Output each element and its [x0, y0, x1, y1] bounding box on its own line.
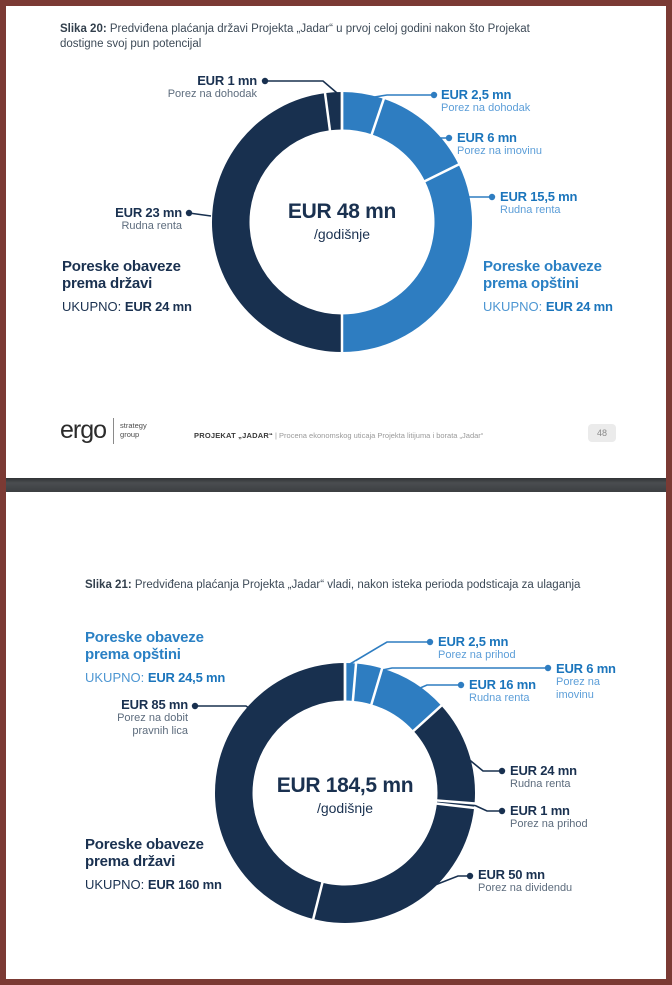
footer-document-title: PROJEKAT „JADAR“ | Procena ekonomskog uticaja Projekta litijuma i borata „Jadar“	[194, 431, 484, 440]
page-number-badge: 48	[588, 424, 616, 442]
group-total-opstina-slika-20: Poreske obaveze prema opštini UKUPNO: EUR 24 mn	[483, 258, 613, 314]
donut-chart-slika-20	[6, 6, 666, 478]
figure-20-title-text: Predviđena plaćanja državi Projekta „Jadar“ u prvoj celoj godini nakon što Projekat dostigne svoj pun potencijal	[60, 23, 530, 50]
page-separator	[6, 478, 666, 492]
callout-porez-na-dobit: EUR 85 mn Porez na dobit pravnih lica	[117, 697, 188, 737]
figure-21-title-text: Predviđena plaćanja Projekta „Jadar“ vladi, nakon isteka perioda podsticaja za ulaganja	[131, 579, 581, 591]
chart-center-unit: /godišnje	[316, 800, 374, 816]
callout-porez-na-imovinu-opstina: EUR 6 mn Porez na imovinu	[556, 661, 616, 701]
page-slika-20	[6, 6, 666, 478]
figure-21-label: Slika 21:	[85, 579, 132, 591]
ergo-logo	[60, 416, 147, 445]
ergo-logo-wordmark: ergo	[60, 416, 107, 444]
callout-porez-na-prihod-opstina: EUR 2,5 mn Porez na prihod	[438, 634, 516, 661]
figure-20-label: Slika 20:	[60, 23, 107, 35]
callout-porez-na-dohodak-drzava: EUR 1 mn Porez na dohodak	[167, 73, 257, 100]
callout-porez-na-imovinu-opstina: EUR 6 mn Porez na imovinu	[457, 130, 542, 157]
chart-center-value: EUR 48 mn	[287, 200, 397, 223]
group-total-drzava-slika-20: Poreske obaveze prema državi UKUPNO: EUR 24 mn	[62, 258, 192, 314]
callout-rudna-renta-opstina: EUR 16 mn Rudna renta	[469, 677, 536, 704]
callout-rudna-renta-opstina: EUR 15,5 mn Rudna renta	[500, 189, 578, 216]
logo-subtitle: strategy group	[120, 421, 147, 439]
page-slika-21	[6, 492, 666, 979]
callout-rudna-renta-drzava: EUR 23 mn Rudna renta	[115, 205, 182, 232]
chart-center-value: EUR 184,5 mn	[276, 774, 414, 797]
logo-divider	[113, 418, 114, 444]
group-total-drzava-slika-21: Poreske obaveze prema državi UKUPNO: EUR 160 mn	[85, 836, 222, 892]
callout-porez-na-prihod-drzava: EUR 1 mn Porez na prihod	[510, 803, 588, 830]
chart-center-label-slika-20	[262, 200, 422, 242]
callout-rudna-renta-drzava: EUR 24 mn Rudna renta	[510, 763, 577, 790]
chart-center-label-slika-21	[255, 774, 435, 816]
callout-porez-na-dividendu: EUR 50 mn Porez na dividendu	[478, 867, 573, 894]
slide-footer	[6, 412, 666, 458]
callout-porez-na-dohodak-opstina: EUR 2,5 mn Porez na dohodak	[441, 87, 531, 114]
group-total-opstina-slika-21: Poreske obaveze prema opštini UKUPNO: EUR 24,5 mn	[85, 629, 226, 685]
chart-center-unit: /godišnje	[313, 226, 371, 242]
